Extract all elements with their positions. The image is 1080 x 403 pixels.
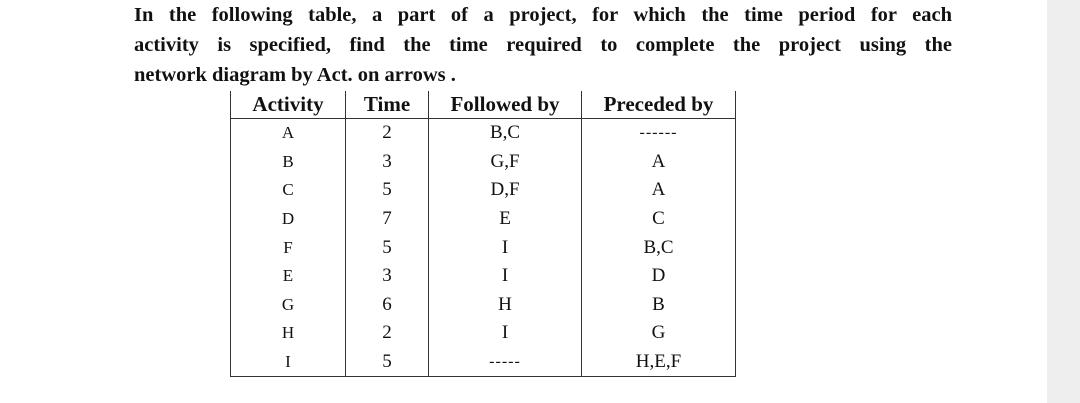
cell-activity: B [231,148,346,177]
cell-time: 5 [346,233,429,262]
question-line-3: network diagram by Act. on arrows . [134,64,456,86]
cell-activity: D [231,205,346,234]
cell-preceded-by: B,C [582,233,736,262]
table-row [231,148,736,177]
cell-time: 2 [346,119,429,148]
question-line-1: In the following table, a part of a project, for which the time period for each [134,4,952,26]
cell-followed-by: I [429,262,582,291]
cell-time: 6 [346,291,429,320]
cell-time: 7 [346,205,429,234]
question-line-2: activity is specified, find the time required to complete the project using the [134,34,952,56]
cell-activity: A [231,119,346,148]
cell-activity: G [231,291,346,320]
cell-time: 5 [346,176,429,205]
cell-followed-by: E [429,205,582,234]
cell-followed-by: I [429,233,582,262]
table-row [231,233,736,262]
cell-activity: E [231,262,346,291]
cell-preceded-by: C [582,205,736,234]
table-row [231,262,736,291]
activity-table [230,91,736,377]
cell-time: 3 [346,148,429,177]
table-row [231,291,736,320]
cell-followed-by: ----- [429,348,582,377]
cell-activity: F [231,233,346,262]
header-time: Time [346,91,429,119]
table-row [231,319,736,348]
cell-followed-by: D,F [429,176,582,205]
cell-preceded-by: A [582,176,736,205]
page-margin-band [1047,0,1080,403]
header-followed-by: Followed by [429,91,582,119]
cell-preceded-by: D [582,262,736,291]
cell-preceded-by: A [582,148,736,177]
cell-preceded-by: G [582,319,736,348]
cell-followed-by: G,F [429,148,582,177]
table-row [231,119,736,148]
cell-followed-by: B,C [429,119,582,148]
cell-followed-by: I [429,319,582,348]
cell-activity: H [231,319,346,348]
cell-time: 2 [346,319,429,348]
cell-preceded-by: ------ [582,119,736,148]
cell-activity: I [231,348,346,377]
header-activity: Activity [231,91,346,119]
cell-time: 5 [346,348,429,377]
cell-followed-by: H [429,291,582,320]
table-header-row [231,91,736,119]
cell-preceded-by: B [582,291,736,320]
cell-activity: C [231,176,346,205]
question-text [134,0,964,90]
cell-time: 3 [346,262,429,291]
table-row [231,348,736,377]
table-row [231,176,736,205]
header-preceded-by: Preceded by [582,91,736,119]
table-row [231,205,736,234]
cell-preceded-by: H,E,F [582,348,736,377]
